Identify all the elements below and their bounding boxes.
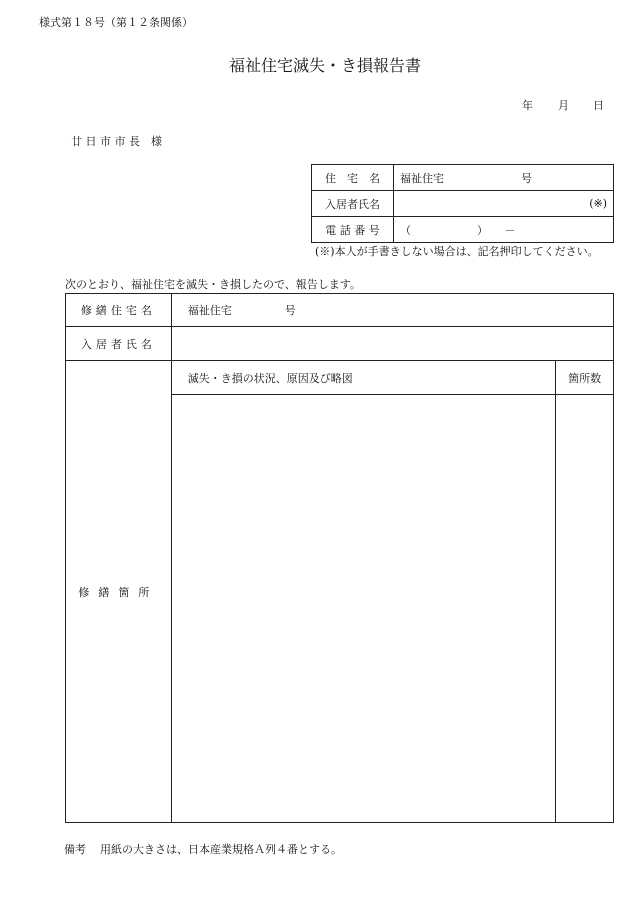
report-table xyxy=(65,293,614,823)
repair-housing-suffix: 号 xyxy=(284,304,296,317)
report-resident-label: 入居者氏名 xyxy=(66,327,172,361)
resident-name-label: 入居者氏名 xyxy=(312,191,394,217)
phone-number-label: 電 話 番 号 xyxy=(312,217,394,243)
repair-housing-prefix: 福祉住宅 xyxy=(187,304,232,317)
condition-header: 滅失・き損の状況、原因及び略図 xyxy=(171,361,555,395)
remark-text: 用紙の大きさは、日本産業規格Ａ列４番とする。 xyxy=(100,843,342,856)
intro-text: 次のとおり、福祉住宅を滅失・き損したので、報告します。 xyxy=(65,278,361,291)
date-day: 日 xyxy=(593,99,604,112)
addressee: 廿 日 市 市 長 様 xyxy=(71,135,162,148)
count-header: 箇所数 xyxy=(556,361,614,395)
date-year: 年 xyxy=(522,99,533,112)
housing-name-prefix: 福祉住宅 xyxy=(400,171,444,185)
signature-note: (※)本人が手書きしない場合は、記名押印してください。 xyxy=(315,245,599,258)
resident-name-field[interactable] xyxy=(394,191,614,217)
repair-housing-field[interactable] xyxy=(171,294,613,327)
seal-mark: (※) xyxy=(589,197,607,210)
condition-sketch-area[interactable] xyxy=(171,395,555,823)
form-number: 様式第１８号（第１２条関係） xyxy=(39,16,193,29)
repair-location-label: 修繕箇所 xyxy=(66,361,172,823)
housing-name-label: 住 宅 名 xyxy=(312,165,394,191)
repair-housing-label: 修繕住宅名 xyxy=(66,294,172,327)
phone-number-field[interactable]: （ ） － xyxy=(394,217,614,243)
housing-name-field[interactable] xyxy=(394,165,614,191)
applicant-info-table xyxy=(311,164,614,243)
document-title: 福祉住宅滅失・き損報告書 xyxy=(229,56,422,75)
count-field[interactable] xyxy=(556,395,614,823)
report-resident-field[interactable] xyxy=(171,327,613,361)
date-month: 月 xyxy=(558,99,569,112)
remark-label: 備考 xyxy=(64,843,86,856)
housing-number-suffix: 号 xyxy=(521,171,532,185)
